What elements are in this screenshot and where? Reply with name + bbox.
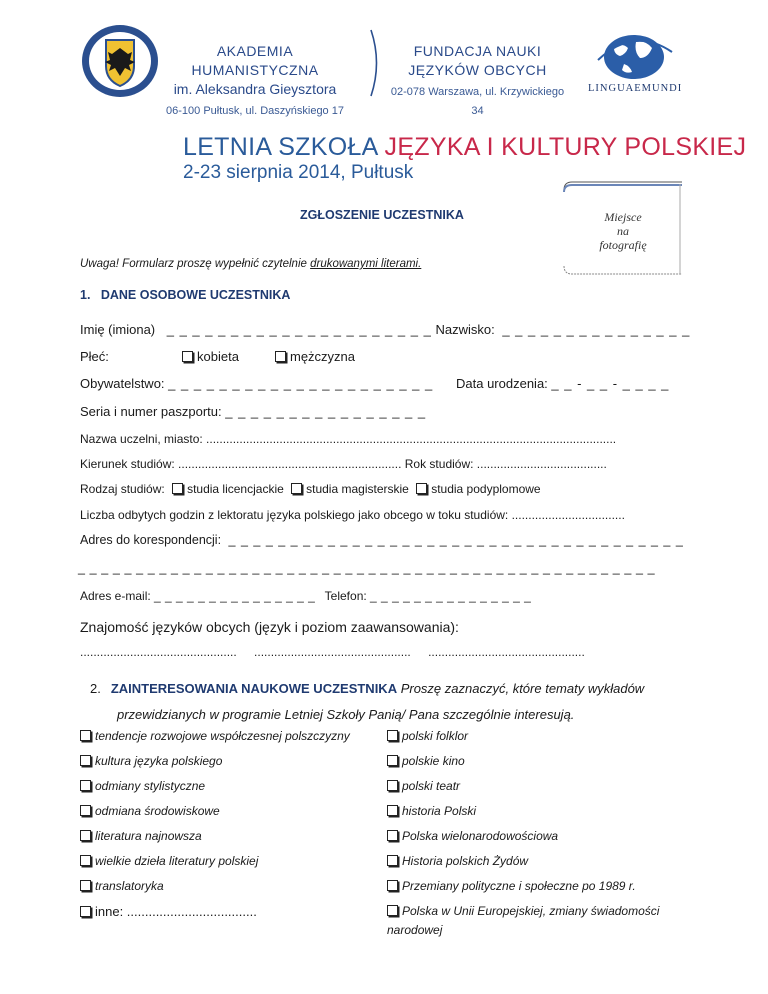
interest-checkbox[interactable]	[387, 730, 398, 741]
surname-field[interactable]: _ _ _ _ _ _ _ _ _ _ _ _ _ _ _	[502, 322, 691, 337]
title-part1: LETNIA SZKOŁA	[183, 133, 385, 161]
interest-checkbox[interactable]	[80, 855, 91, 866]
interest-checkbox[interactable]	[387, 855, 398, 866]
page-title	[183, 133, 746, 162]
section2-desc1: Proszę zaznaczyć, które tematy wykładów	[397, 681, 645, 696]
foundation-line2: JĘZYKÓW OBCYCH	[408, 62, 547, 78]
row-contact	[80, 589, 531, 603]
interest-checkbox[interactable]	[80, 730, 91, 741]
photo-label-line1: Miejsce	[604, 210, 642, 224]
male-checkbox[interactable]	[275, 351, 286, 362]
birth-field[interactable]: _ _ - _ _ - _ _ _ _	[551, 376, 670, 391]
university-field[interactable]: Nazwa uczelni, miasto: ...........................................................................................................................	[80, 432, 617, 446]
interest-label: wielkie dzieła literatury polskiej	[95, 854, 259, 868]
title-part2: JĘZYKA I KULTURY POLSKIEJ	[384, 133, 747, 161]
interest-checkbox[interactable]	[387, 755, 398, 766]
interest-label: Polska wielonarodowościowa	[402, 829, 559, 843]
surname-label: Nazwisko:	[435, 322, 495, 337]
names-label: Imię (imiona)	[80, 322, 156, 337]
foundation-line1: FUNDACJA NAUKI	[413, 43, 542, 59]
interest-checkbox[interactable]	[80, 780, 91, 791]
interest-right-item[interactable]	[387, 829, 687, 854]
photo-label-line2: na	[617, 224, 629, 238]
interest-other[interactable]	[80, 904, 380, 919]
other-label[interactable]: inne: ....................................	[95, 904, 257, 919]
section2-desc2: przewidzianych w programie Letniej Szkoły Panią/ Pana szczególnie interesują.	[117, 707, 575, 722]
study-type-label: Rodzaj studiów:	[80, 482, 165, 496]
interest-checkbox[interactable]	[387, 880, 398, 891]
hours-field[interactable]: Liczba odbytych godzin z lektoratu języka polskiego jako obcego w toku studiów: ..................................	[80, 508, 625, 522]
interest-checkbox[interactable]	[80, 805, 91, 816]
photo-box	[560, 178, 686, 278]
interest-label: Polska w Unii Europejskiej, zmiany świadomości	[402, 904, 660, 918]
languages-fields	[80, 645, 585, 659]
language-field-3[interactable]: ...............................................	[428, 645, 585, 659]
row-birth	[456, 376, 669, 391]
section2-number: 2.	[90, 681, 101, 696]
master-label: studia magisterskie	[306, 482, 409, 496]
interest-left-item[interactable]	[80, 754, 380, 779]
interest-checkbox[interactable]	[387, 830, 398, 841]
birth-label: Data urodzenia:	[456, 376, 548, 391]
female-label: kobieta	[197, 349, 239, 364]
interest-label: Historia polskich Żydów	[402, 854, 529, 868]
foundation-address: 02-078 Warszawa, ul. Krzywickiego 34	[390, 86, 565, 117]
academy-address: 06-100 Pułtusk, ul. Daszyńskiego 17	[166, 105, 344, 117]
row-sex	[80, 349, 109, 364]
female-checkbox[interactable]	[182, 351, 193, 362]
interest-label: polski teatr	[402, 779, 461, 793]
interest-left-item[interactable]	[80, 779, 380, 804]
interest-checkbox[interactable]	[80, 830, 91, 841]
interest-checkbox[interactable]	[387, 780, 398, 791]
interest-label: polski folklor	[402, 729, 469, 743]
interest-left-item[interactable]	[80, 804, 380, 829]
citizenship-label: Obywatelstwo:	[80, 376, 165, 391]
interests-right	[387, 729, 687, 937]
interest-left-item[interactable]	[80, 829, 380, 854]
interest-checkbox[interactable]	[387, 805, 398, 816]
globe-logo-text: LINGUAEMUNDI	[588, 83, 683, 94]
interest-label: polskie kino	[402, 754, 465, 768]
interest-checkbox[interactable]	[80, 880, 91, 891]
interest-label: historia Polski	[402, 804, 477, 818]
male-label: mężczyzna	[290, 349, 356, 364]
page-subtitle: 2-23 sierpnia 2014, Pułtusk	[183, 162, 414, 183]
interest-right-item[interactable]	[387, 729, 687, 754]
email-label: Adres e-mail:	[80, 589, 151, 603]
interest-label: translatoryka	[95, 879, 164, 893]
academy-name	[160, 42, 350, 121]
foundation-name	[390, 42, 565, 121]
passport-label: Seria i numer paszportu:	[80, 404, 222, 419]
notice-text: Uwaga! Formularz proszę wypełnić czytelnie	[80, 258, 311, 270]
row-citizenship	[80, 376, 433, 391]
names-field[interactable]: _ _ _ _ _ _ _ _ _ _ _ _ _ _ _ _ _ _ _ _ _	[166, 322, 432, 337]
phone-label: Telefon:	[324, 589, 367, 603]
master-checkbox[interactable]	[291, 483, 302, 494]
header-divider	[368, 28, 384, 103]
interest-left-item[interactable]	[80, 879, 380, 904]
language-field-1[interactable]: ...............................................	[80, 645, 237, 659]
postgrad-label: studia podyplomowe	[431, 482, 541, 496]
section2-title: ZAINTERESOWANIA NAUKOWE UCZESTNIKA	[110, 681, 398, 696]
interests-left	[80, 729, 380, 919]
interest-label: kultura języka polskiego	[95, 754, 223, 768]
row-names	[80, 322, 691, 337]
interest-right-item[interactable]	[387, 879, 687, 904]
academy-line2: im. Aleksandra Gieysztora	[173, 81, 337, 97]
address-field-line1[interactable]: _ _ _ _ _ _ _ _ _ _ _ _ _ _ _ _ _ _ _ _ _ _ _ _ _ _ _ _ _ _ _ _ _ _ _ _ _	[228, 533, 684, 547]
interest-right-continuation: narodowej	[387, 923, 443, 937]
interest-right-item[interactable]	[387, 779, 687, 804]
globe-logo	[588, 30, 683, 94]
address-field-line2[interactable]: _ _ _ _ _ _ _ _ _ _ _ _ _ _ _ _ _ _ _ _ _ _ _ _ _ _ _ _ _ _ _ _ _ _ _ _ _ _ _ _ _ _ _ _ _ _ _ _ _ _	[78, 561, 656, 575]
interest-label: odmiany stylistyczne	[95, 779, 206, 793]
email-field[interactable]: _ _ _ _ _ _ _ _ _ _ _ _ _ _ _	[154, 589, 316, 603]
passport-field[interactable]: _ _ _ _ _ _ _ _ _ _ _ _ _ _ _ _	[225, 404, 427, 419]
interest-checkbox[interactable]	[80, 755, 91, 766]
interest-left-item[interactable]	[80, 854, 380, 879]
row-address	[80, 533, 684, 547]
major-field[interactable]: Kierunek studiów: ................................................................... Rok studiów: .......................................	[80, 457, 607, 471]
female-option[interactable]	[182, 349, 239, 364]
language-field-2[interactable]: ...............................................	[254, 645, 411, 659]
notice-underlined: drukowanymi literami.	[310, 258, 422, 270]
citizenship-field[interactable]: _ _ _ _ _ _ _ _ _ _ _ _ _ _ _ _ _ _ _ _ _	[168, 376, 434, 391]
bachelor-checkbox[interactable]	[172, 483, 183, 494]
interest-label: Przemiany polityczne i społeczne po 1989 r.	[402, 879, 636, 893]
interest-label: odmiana środowiskowe	[95, 804, 220, 818]
interest-left-item[interactable]	[80, 729, 380, 754]
interest-label: tendencje rozwojowe współczesnej polszczyzny	[95, 729, 350, 743]
other-checkbox[interactable]	[80, 906, 91, 917]
notice	[80, 258, 421, 270]
interest-label: literatura najnowsza	[95, 829, 202, 843]
row-passport	[80, 404, 426, 419]
interest-right-item[interactable]	[387, 854, 687, 879]
interest-checkbox[interactable]	[387, 905, 398, 916]
section2-header	[90, 681, 644, 696]
sex-label: Płeć:	[80, 349, 109, 364]
address-label: Adres do korespondencji:	[80, 533, 222, 547]
interest-right-item[interactable]	[387, 804, 687, 829]
bachelor-label: studia licencjackie	[187, 482, 284, 496]
academy-line1: AKADEMIA HUMANISTYCZNA	[191, 43, 319, 78]
male-option[interactable]	[275, 349, 355, 364]
row-study-type	[80, 482, 541, 496]
languages-label: Znajomość języków obcych (język i poziom zaawansowania):	[80, 619, 459, 635]
photo-label-line3: fotografię	[599, 238, 647, 252]
phone-field[interactable]: _ _ _ _ _ _ _ _ _ _ _ _ _ _ _	[370, 589, 532, 603]
postgrad-checkbox[interactable]	[416, 483, 427, 494]
section1-title: 1. DANE OSOBOWE UCZESTNIKA	[80, 288, 291, 302]
form-title: ZGŁOSZENIE UCZESTNIKA	[300, 208, 464, 222]
interest-right-item[interactable]	[387, 754, 687, 779]
crest-logo	[80, 22, 160, 100]
